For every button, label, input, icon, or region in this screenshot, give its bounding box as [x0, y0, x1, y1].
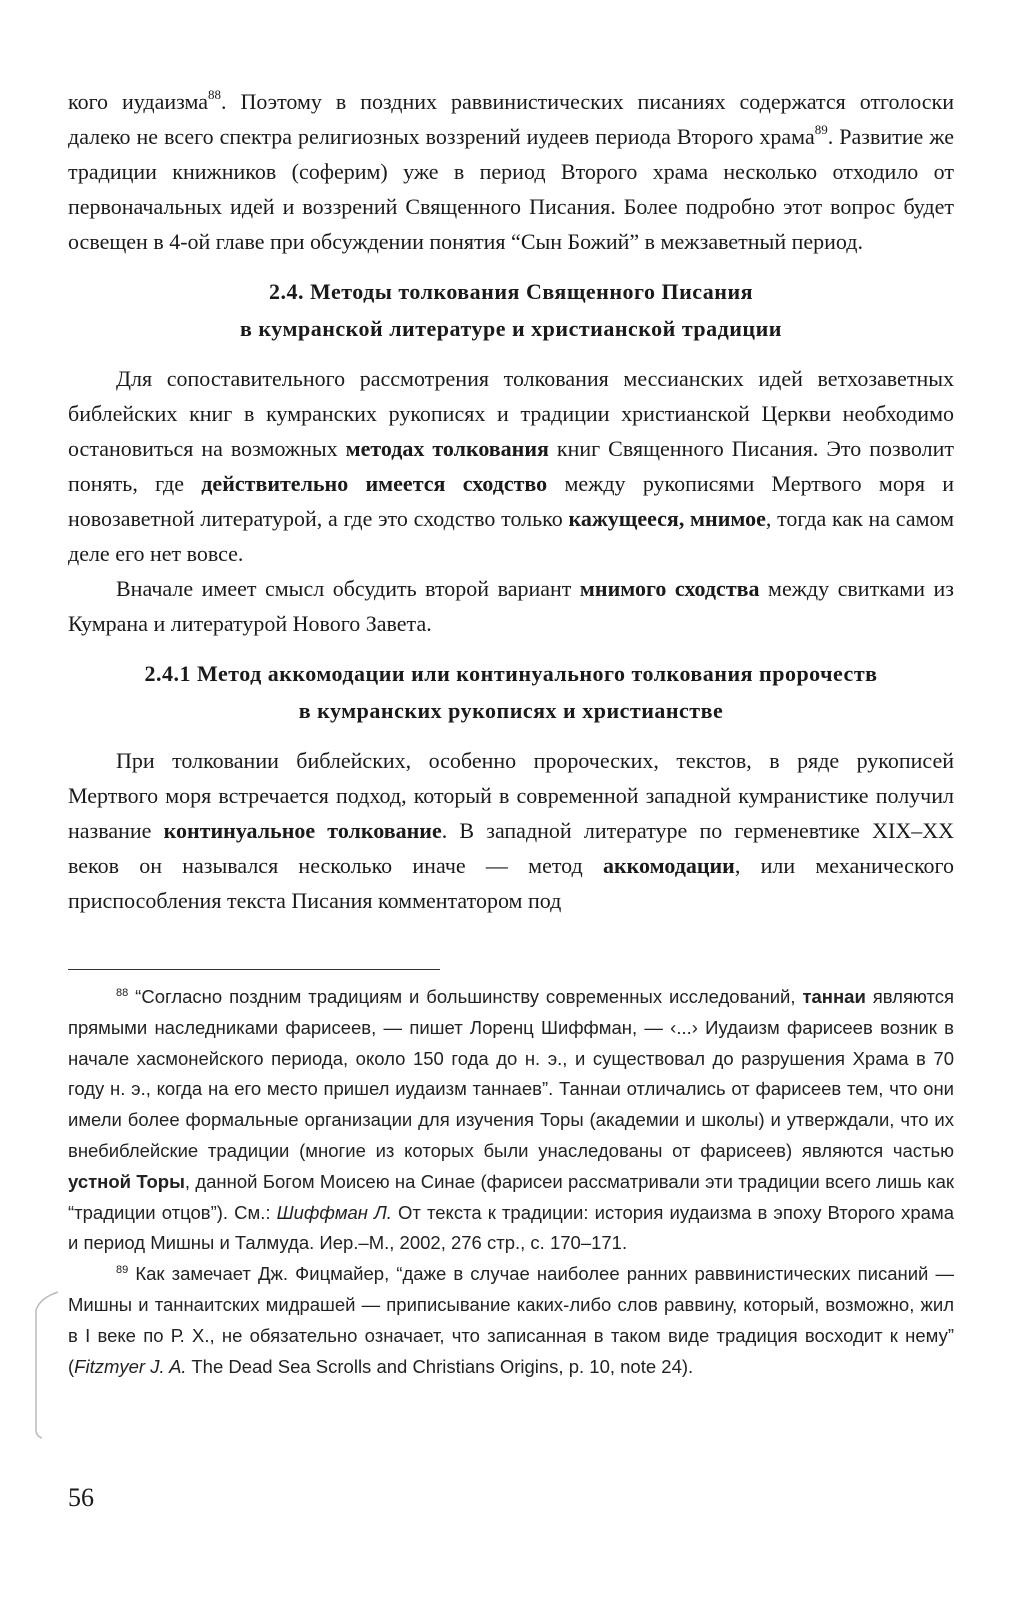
- bold-term: аккомодации: [602, 853, 735, 878]
- main-text: [68, 84, 954, 918]
- text-span: между рукописями Мертвого моря и новозаветной литературой, а где это сходство только: [68, 471, 955, 531]
- bold-term: таннаи: [802, 986, 866, 1007]
- text-span: . В западной литературе по герменевтике XIX–XX веков он назывался несколько иначе — метод: [68, 818, 954, 878]
- text-span: Как замечает Дж. Фицмайер, “даже в случае наиболее ранних раввинистических писаний — Мишны и таннаитских мидрашей — приписывание каких-либо слов раввину, который, возможно, жил в I веке по Р. Х., не обязательно означает, что записанная в таком виде традиция восходит к нему” (: [68, 1263, 954, 1377]
- bold-term: устной Торы: [68, 1170, 185, 1192]
- bold-term: континуальное толкование: [163, 818, 442, 843]
- bold-term: методах толкования: [345, 436, 549, 461]
- text-span: . Развитие же традиции книжников (соферим) уже в период Второго храма несколько отходило от первоначальных идей и воззрений Священного Писания. Более подробно этот вопрос будет освещен в 4-ой главе при обсуждении понятия “Сын Божий” в межзаветный период.: [68, 124, 955, 254]
- text-span: кого иудаизма: [68, 89, 209, 114]
- text-span: Вначале имеет смысл обсудить второй вариант: [116, 576, 580, 601]
- heading-line: в кумранской литературе и христианской традиции: [240, 316, 782, 341]
- heading-line: 2.4.1 Метод аккомодации или континуального толкования пророчеств: [144, 661, 878, 686]
- paragraph-continued: [68, 84, 954, 259]
- text-span: , тогда как на самом деле его нет вовсе.: [68, 506, 955, 566]
- footnote-ref-88[interactable]: 88: [208, 86, 222, 102]
- text-span: При толковании библейских, особенно пророческих, текстов, в ряде рукописей Мертвого моря встречается подход, который в современной западной кумранистике получил название: [68, 748, 954, 843]
- bold-term: кажущееся, мнимое: [568, 506, 766, 531]
- text-span: . Поэтому в поздних раввинистических писаниях содержатся отголоски далеко не всего спектра религиозных воззрений иудеев периода Второго храма: [68, 89, 954, 149]
- footnote-89: [68, 1259, 954, 1382]
- page-number: 56: [68, 1483, 94, 1512]
- footnote-88: [68, 982, 954, 1259]
- footnote-ref-89[interactable]: 89: [814, 121, 828, 137]
- text-span: “Согласно поздним традициям и большинству современных исследований,: [128, 986, 803, 1007]
- bold-term: действительно имеется сходство: [201, 471, 548, 496]
- paragraph: [68, 571, 954, 641]
- italic-author: Шиффман Л.: [276, 1201, 392, 1223]
- heading-line: в кумранских рукописях и христианстве: [298, 698, 724, 723]
- text-span: От текста к традиции: история иудаизма в эпоху Второго храма и период Мишны и Талмуда. Иер.–М., 2002, 276 стр., с. 170–171.: [68, 1201, 954, 1254]
- section-heading-2-4-1: [68, 655, 954, 729]
- footnotes: [68, 982, 954, 1382]
- section-heading-2-4: [68, 273, 954, 347]
- italic-author: Fitzmyer J. A.: [74, 1355, 187, 1377]
- heading-line: 2.4. Методы толкования Священного Писания: [268, 279, 754, 304]
- footnote-separator: [68, 969, 440, 970]
- text-span: Для сопоставительного рассмотрения толкования мессианских идей ветхозаветных библейских книг в кумранских рукописях и традиции христианской Церкви необходимо остановиться на возможных: [68, 366, 954, 461]
- paragraph: [68, 361, 954, 571]
- footnote-mark: 88: [116, 986, 129, 999]
- text-span: являются прямыми наследниками фарисеев, — пишет Лоренц Шиффман, — ‹...› Иудаизм фарисеев возник в начале хасмонейского периода, около 150 года до н. э., и существовал до разрушения Храма в 70 году н. э., когда на его место пришел иудаизм таннаев”. Таннаи отличались от фарисеев тем, что они имели более формальные организации для изучения Торы (академии и школы) и утверждали, что их внебиблейские традиции (многие из которых были унаследованы от фарисеев) являются частью: [68, 986, 954, 1161]
- text-span: The Dead Sea Scrolls and Christians Origins, p. 10, note 24).: [186, 1355, 694, 1377]
- scan-bracket-mark: [30, 1290, 60, 1440]
- bold-term: мнимого сходства: [579, 576, 760, 601]
- text-span: книг Священного Писания. Это позволит понять, где: [68, 436, 954, 496]
- text-span: , или механического приспособления текста Писания комментатором под: [68, 853, 954, 913]
- paragraph: [68, 743, 954, 918]
- footnote-mark: 89: [116, 1264, 129, 1277]
- text-span: , данной Богом Моисею на Синае (фарисеи рассматривали эти традиции всего лишь как “традиции отцов”). См.:: [68, 1170, 954, 1223]
- text-span: между свитками из Кумрана и литературой Нового Завета.: [68, 576, 954, 636]
